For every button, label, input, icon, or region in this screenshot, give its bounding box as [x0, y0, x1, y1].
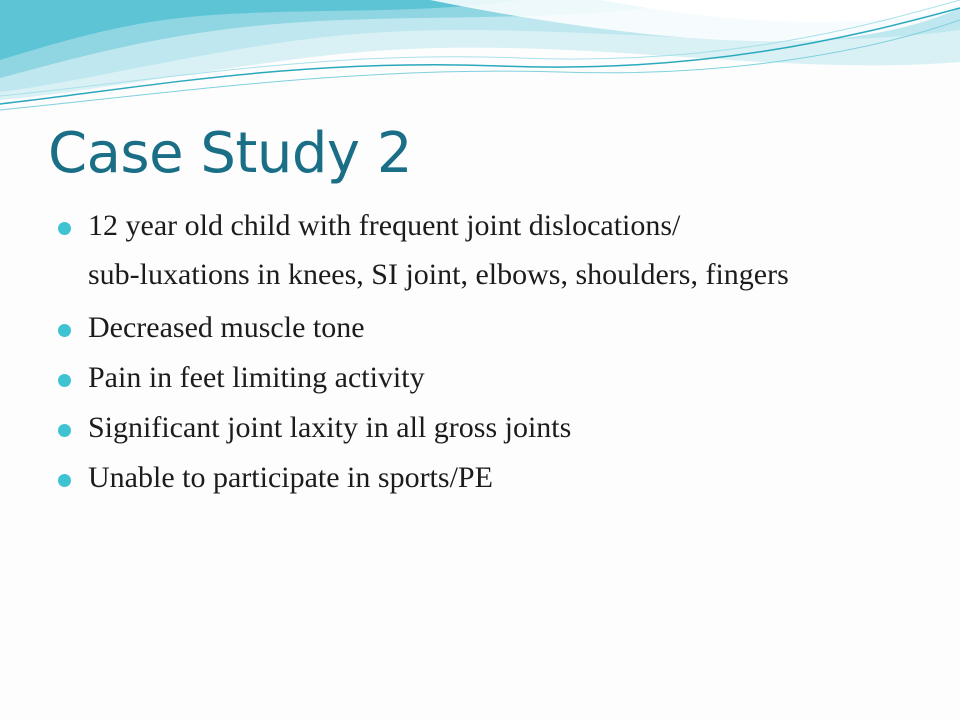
bullet-dot-icon — [58, 424, 71, 437]
bullet-text: sub-luxations in knees, SI joint, elbows, shoulders, fingers — [88, 258, 789, 291]
slide-title: Case Study 2 — [48, 121, 412, 186]
bullet-text: 12 year old child with frequent joint dislocations/ — [88, 209, 681, 242]
header-wave-decoration — [0, 0, 960, 120]
bullet-text: Unable to participate in sports/PE — [88, 461, 493, 494]
bullet-item — [64, 308, 924, 348]
bullet-dot-icon — [58, 474, 71, 487]
bullet-text: Pain in feet limiting activity — [88, 361, 425, 394]
bullet-item — [64, 358, 924, 398]
bullet-text: Significant joint laxity in all gross joints — [88, 411, 572, 444]
bullet-continuation — [64, 256, 924, 294]
bullet-dot-icon — [58, 324, 71, 337]
bullet-item — [64, 408, 924, 448]
bullet-item — [64, 206, 924, 246]
bullet-text: Decreased muscle tone — [88, 311, 365, 344]
bullet-list — [64, 206, 924, 508]
bullet-item — [64, 458, 924, 498]
bullet-dot-icon — [58, 374, 71, 387]
bullet-dot-icon — [58, 222, 71, 235]
